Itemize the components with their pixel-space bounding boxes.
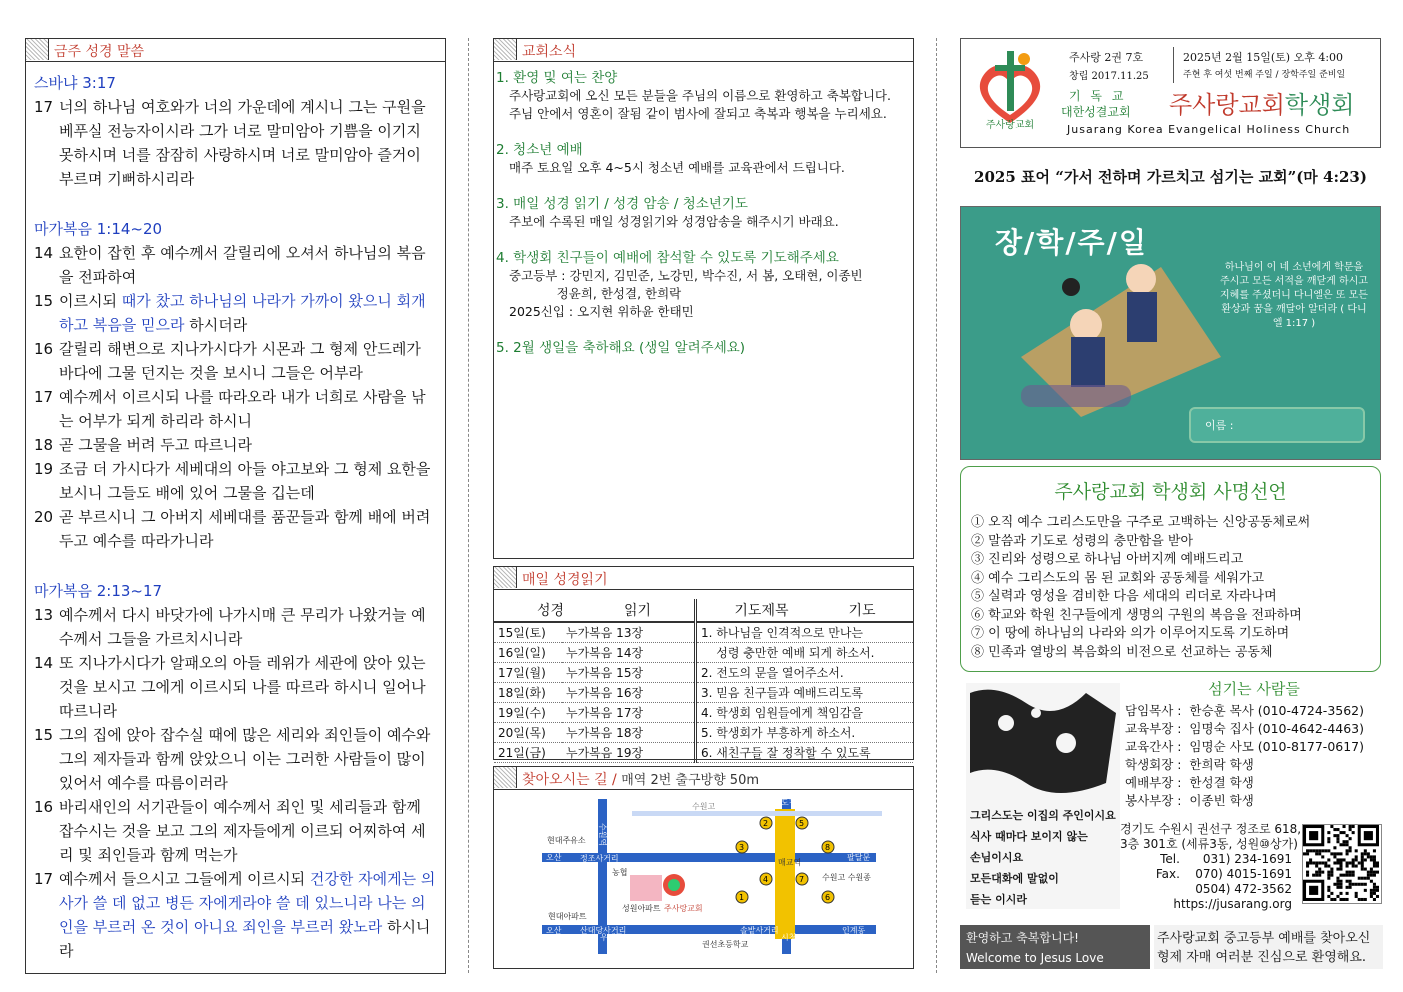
verse-part: 예수께서 다시 바닷가에 나가시매 큰 무리가 나왔거늘 예수께서 그들을 가르치시니라 <box>59 606 426 648</box>
verse-part: 요한이 잡힌 후 예수께서 갈릴리에 오셔서 하나님의 복음을 전파하여 <box>59 244 426 286</box>
verse-text <box>59 433 437 457</box>
welcome-english: Welcome to Jesus Love Church <box>966 951 1104 985</box>
map-label: 도청 <box>781 798 797 807</box>
exit-number: 4 <box>763 875 769 884</box>
map-label: 주사랑교회 <box>664 904 703 913</box>
verse-text <box>59 867 437 963</box>
verse-number: 18 <box>34 436 54 454</box>
church-logo-inner <box>668 879 680 891</box>
reading-day: 16일(일) <box>494 643 562 663</box>
prayer-topic: 5. 학생회가 부흥하게 하소서. <box>696 723 914 743</box>
section-header <box>494 767 913 790</box>
verse-number: 14 <box>34 244 54 262</box>
spacer <box>496 231 909 249</box>
verse <box>34 867 437 963</box>
header-pattern <box>494 39 517 60</box>
mission-item: ③ 진리와 성령으로 하나님 아버지께 예배드리고 <box>971 552 1244 567</box>
reading-book: 누가복음 15장 <box>562 663 696 683</box>
news-line: 2025신입 : 오지현 위하윤 한태민 <box>509 304 694 319</box>
section-title: 매일 성경읽기 <box>522 572 608 588</box>
verse-text <box>59 795 437 867</box>
scripture-reference: 스바냐 3:17 <box>34 74 116 92</box>
mission-statement <box>960 466 1381 672</box>
table-row <box>494 622 913 643</box>
exit-number: 3 <box>739 843 745 852</box>
welcome-line-2: 형제 자매 여러분 진심으로 환영해요. <box>1157 950 1367 965</box>
map-label: 매교역 <box>778 858 802 867</box>
mission-item: ⑤ 실력과 영성을 겸비한 다음 세대의 리더로 자라나며 <box>971 589 1277 604</box>
col-header-book: 성경 <box>536 603 564 619</box>
section-title: 금주 성경 말씀 <box>54 44 145 60</box>
address-line: https://jusarang.org <box>1173 897 1292 911</box>
verse-number: 17 <box>34 98 54 116</box>
calligraphy-art <box>966 683 1120 909</box>
church-logo <box>969 45 1051 133</box>
apartment-building <box>630 875 662 901</box>
map-label: 현대아파트 <box>548 912 587 921</box>
english-name: Jusarang Korea Evangelical Holiness Church <box>1067 123 1351 136</box>
logo-caption: 주사랑교회 <box>985 120 1035 131</box>
reading-day: 20일(목) <box>494 723 562 743</box>
news-line: 주님 안에서 영혼이 잘됨 같이 범사에 잘되고 축복과 행복을 누리세요. <box>509 106 887 121</box>
staff-member: 교육간사 : 임명순 사모 (010-8177-0617) <box>1125 739 1365 754</box>
section-header <box>494 567 913 590</box>
map-label: 수원역 <box>598 823 607 847</box>
verse <box>34 603 437 651</box>
verse-part: 그의 집에 앉아 잡수실 때에 많은 세리와 죄인들이 예수와 그의 제자들과 함께 앉았으니 이는 그러한 사람들이 많이 있어서 예수를 따름이러라 <box>59 726 431 792</box>
welcome-line-1: 주사랑교회 중고등부 예배를 찾아오신 <box>1157 931 1371 946</box>
mission-item: ⑧ 민족과 열방의 복음화의 비전으로 선교하는 공동체 <box>971 644 1273 660</box>
poster-verse: 하나님이 이 네 소년에게 학문을 주시고 모든 서적을 깨닫게 하시고 지혜를 주셨더니 다니엘은 또 모든 환상과 꿈을 깨달아 알더라 ( 다니엘 1:17 ) <box>1220 262 1368 329</box>
scripture-reference: 마가복음 1:14~20 <box>34 220 163 238</box>
verse <box>34 385 437 433</box>
reading-day: 17일(월) <box>494 663 562 683</box>
map-label: 성원아파트 <box>622 904 661 913</box>
founded-date: 창립 2017.11.25 <box>1069 71 1149 82</box>
news-panel <box>493 38 914 559</box>
table-row <box>494 703 913 723</box>
exit-number: 5 <box>799 819 805 828</box>
news-heading: 1. 환영 및 여는 찬양 <box>496 70 618 86</box>
verse <box>34 723 437 795</box>
reading-book: 누가복음 19장 <box>562 743 696 763</box>
verse-part: 또 지나가시다가 알패오의 아들 레위가 세관에 앉아 있는 것을 보시고 그에게 이르시되 나를 따르라 하시니 일어나 따르니라 <box>59 654 426 720</box>
prayer-topic: 1. 하나님을 인격적으로 만나는 <box>696 622 914 643</box>
spacer <box>34 191 437 215</box>
news-heading: 2. 청소년 예배 <box>496 142 583 158</box>
verse-part: 하시니라 <box>59 918 431 960</box>
church-address <box>1120 822 1302 912</box>
news-line: 정윤희, 한성결, 한희락 <box>509 286 682 301</box>
exit-number: 2 <box>763 819 769 828</box>
verse-text <box>59 337 437 385</box>
denomination-1: 기 독 교 <box>1069 89 1127 103</box>
verse-part: 때가 찼고 하나님의 나라가 가까이 왔으니 회개하고 복음을 믿으라 <box>59 292 426 334</box>
staff-member: 담임목사 : 한승훈 목사 (010-4724-3562) <box>1125 703 1365 718</box>
header-pattern <box>494 567 517 588</box>
map-label: 솔밭사거리 <box>740 926 779 935</box>
table-header-bible <box>494 599 696 622</box>
mission-list <box>961 514 1380 662</box>
exit-number: 1 <box>739 893 745 902</box>
verse-part: 하시더라 <box>184 316 248 334</box>
exit-number: 8 <box>825 843 831 852</box>
denomination-2: 대한성결교회 <box>1061 105 1131 119</box>
section-header <box>26 39 445 62</box>
header-pattern <box>494 767 517 788</box>
reading-book: 누가복음 18장 <box>562 723 696 743</box>
staff-member: 학생회장 : 한희락 학생 <box>1125 757 1254 772</box>
verse-number: 16 <box>34 798 54 816</box>
map-label: 인계동 <box>842 926 866 935</box>
map-label: 우체국 <box>600 933 624 942</box>
table-row <box>494 663 913 683</box>
news-line: 매주 토요일 오후 4~5시 청소년 예배를 교육관에서 드립니다. <box>509 160 845 175</box>
annual-motto: 2025 표어 “가서 전하며 가르치고 섬기는 교회”(마 4:23) <box>974 168 1367 186</box>
verse-part: 곧 부르시니 그 아버지 세베대를 품꾼들과 함께 배에 버려 두고 예수를 따라가니라 <box>59 508 431 550</box>
address-line: 경기도 수원시 권선구 정조로 618, <box>1120 822 1302 836</box>
scripture-reference: 마가복음 2:13~17 <box>34 582 163 600</box>
qr-code[interactable] <box>1302 824 1382 904</box>
prayer-topic: 2. 전도의 문을 열어주소서. <box>696 663 914 683</box>
verse-part: 곧 그물을 버려 두고 따르니라 <box>59 436 252 454</box>
table-header-prayer <box>696 599 914 622</box>
column-divider <box>936 38 937 973</box>
reading-book: 누가복음 14장 <box>562 643 696 663</box>
table-row <box>494 643 913 663</box>
news-line: 중고등부 : 강민지, 김민준, 노강민, 박수진, 서 봄, 오태현, 이종빈 <box>509 268 863 283</box>
column-divider <box>468 38 469 973</box>
map-label: 수원고 <box>692 802 716 811</box>
section-title: 교회소식 <box>522 44 577 60</box>
location-map <box>502 795 902 957</box>
staff-title: 섬기는 사람들 <box>1208 680 1300 698</box>
name-field[interactable] <box>1189 407 1365 443</box>
col-header-pray: 기도 <box>848 603 876 619</box>
church-name-suffix: 학생회 <box>1284 91 1355 119</box>
qr-code-icon <box>1303 825 1379 901</box>
name-label: 이름 : <box>1205 419 1234 432</box>
welcome-message <box>1154 925 1383 969</box>
directions-title: 찾아오시는 길 / <box>522 772 617 788</box>
verse-number: 16 <box>34 340 54 358</box>
verse-part: 바리새인의 서기관들이 예수께서 죄인 및 세리들과 함께 잡수시는 것을 보고 그의 제자들에게 이르되 어찌하여 세리 및 죄인들과 함께 먹는가 <box>59 798 426 864</box>
verse-number: 20 <box>34 508 54 526</box>
table-row <box>494 743 913 763</box>
welcome-banner <box>960 925 1150 985</box>
calligraphy-line: 모든대화에 말없이 <box>970 872 1059 885</box>
mission-item: ⑦ 이 땅에 하나님의 나라와 의가 이루어지도록 기도하며 <box>971 626 1290 641</box>
spacer <box>496 123 909 141</box>
prayer-topic: 4. 학생회 임원들에게 책임감을 <box>696 703 914 723</box>
verse-number: 17 <box>34 388 54 406</box>
railway <box>632 811 882 816</box>
exit-number: 7 <box>799 875 805 884</box>
issue-number: 주사랑 2권 7호 <box>1069 51 1144 64</box>
reading-book: 누가복음 17장 <box>562 703 696 723</box>
map-label: 현대주유소 <box>547 836 586 845</box>
directions-panel <box>493 766 914 969</box>
news-heading: 3. 매일 성경 읽기 / 성경 암송 / 청소년기도 <box>496 196 748 212</box>
directions-subtitle: 매역 2번 출구방향 50m <box>621 773 759 788</box>
reading-day: 18일(화) <box>494 683 562 703</box>
verse-text <box>59 241 437 289</box>
reading-day: 19일(수) <box>494 703 562 723</box>
poster-title: 장/학/주/일 <box>995 226 1148 259</box>
map-label: 팔달문 <box>847 853 871 862</box>
news-heading: 4. 학생회 친구들이 예배에 참석할 수 있도록 기도해주세요 <box>496 250 839 266</box>
verse <box>34 457 437 505</box>
map-label: 정조사거리 <box>580 854 619 863</box>
table-row <box>494 723 913 743</box>
verse <box>34 651 437 723</box>
section-title <box>522 769 759 789</box>
reading-book: 누가복음 16장 <box>562 683 696 703</box>
verse-text <box>59 457 437 505</box>
verse <box>34 795 437 867</box>
mission-item: ① 오직 예수 그리스도만을 구주로 고백하는 신앙공동체로써 <box>971 515 1311 530</box>
scripture-body <box>34 69 437 963</box>
scholarship-poster <box>960 206 1381 460</box>
verse-number: 15 <box>34 726 54 744</box>
mission-item: ④ 예수 그리스도의 몸 된 교회와 공동체를 세워가고 <box>971 570 1265 586</box>
verse-part: 예수께서 이르시되 나를 따라오라 내가 너희로 사람을 낚는 어부가 되게 하리라 하시니 <box>59 388 426 430</box>
calligraphy-line: 듣는 이시라 <box>970 893 1027 906</box>
spacer <box>496 177 909 195</box>
verse <box>34 433 437 457</box>
church-name <box>1169 85 1354 120</box>
map-label: 농협 <box>612 868 628 877</box>
news-body <box>496 69 909 357</box>
verse-part: 건강한 자에게는 의사가 쓸 데 없고 병든 자에게라야 쓸 데 있느니라 나는 의인을 부르러 온 것이 아니요 죄인을 부르러 왔노라 <box>59 870 436 936</box>
spacer <box>34 553 437 577</box>
welcome-korean: 환영하고 축복합니다! <box>966 931 1079 945</box>
col-header-read: 읽기 <box>624 603 652 619</box>
news-line: 주보에 수록된 매일 성경읽기와 성경암송을 해주시기 바래요. <box>509 214 839 229</box>
staff-member: 교육부장 : 임명숙 집사 (010-4642-4463) <box>1125 721 1365 736</box>
mission-item: ② 말씀과 기도로 성령의 충만함을 받아 <box>971 533 1194 549</box>
mission-title: 주사랑교회 학생회 사명선언 <box>1054 481 1287 503</box>
verse-text <box>59 723 437 795</box>
address-line: 0504) 472-3562 <box>1195 882 1292 896</box>
calligraphy-line: 식사 때마다 보이지 않는 <box>970 830 1088 843</box>
address-line: Fax. 070) 4015-1691 <box>1155 867 1292 881</box>
staff-list <box>1125 680 1383 810</box>
address-line: 3층 301호 (세류3동, 성원⑩상가) <box>1120 837 1298 851</box>
calligraphy-line: 그리스도는 이집의 주인이시요 <box>970 809 1116 822</box>
mission-item: ⑥ 학교와 학원 친구들에게 생명의 구원의 복음을 전파하며 <box>971 607 1302 623</box>
liturgical-week: 주현 후 여섯 번째 주일 / 장학주일 준비일 <box>1183 70 1346 80</box>
map-label: 오산 <box>546 853 562 862</box>
reading-day: 21일(금) <box>494 743 562 763</box>
verse-part: 너의 하나님 여호와가 너의 가운데에 계시니 그는 구원을 베푸실 전능자이시라 그가 너로 말미암아 기쁨을 이기지 못하시며 너를 잠잠히 사랑하시며 너로 말미암아 즐거이 부르며 기뻐하시리라 <box>59 98 426 188</box>
staff-member: 봉사부장 : 이종빈 학생 <box>1125 793 1254 808</box>
calligraphy-illustration <box>966 683 1120 803</box>
verse-number: 17 <box>34 870 54 888</box>
map-label: 수원고 수원종 <box>822 873 871 882</box>
prayer-topic: 3. 믿음 친구들과 예배드리도록 <box>696 683 914 703</box>
staff-member: 예배부장 : 한성결 학생 <box>1125 775 1254 790</box>
map-label: 권선초등학교 <box>702 940 749 949</box>
verse-number: 19 <box>34 460 54 478</box>
address-line: Tel. 031) 234-1691 <box>1160 852 1292 866</box>
church-name-main: 주사랑교회 <box>1169 91 1285 119</box>
verse-part: 조금 더 가시다가 세베대의 아들 야고보와 그 형제 요한을 보시니 그들도 배에 있어 그물을 깁는데 <box>59 460 431 502</box>
verse-text <box>59 505 437 553</box>
verse <box>34 505 437 553</box>
map-label: 산대당사거리 <box>580 926 627 935</box>
issue-divider <box>1173 47 1174 83</box>
scripture-panel <box>25 38 446 974</box>
verse-part: 갈릴리 해변으로 지나가시다가 시몬과 그 형제 안드레가 바다에 그물 던지는 것을 보시니 그들은 어부라 <box>59 340 421 382</box>
verse-part: 이르시되 <box>59 292 122 310</box>
header-pattern <box>26 39 49 60</box>
verse-text <box>59 289 437 337</box>
exit-number: 6 <box>825 893 831 902</box>
verse-text <box>59 385 437 433</box>
masthead <box>960 38 1381 148</box>
service-date: 2025년 2월 15일(토) 오후 4:00 <box>1183 51 1344 64</box>
verse-text <box>59 651 437 723</box>
news-heading: 5. 2월 생일을 축하해요 (생일 알려주세요) <box>496 340 746 356</box>
verse-part: 예수께서 들으시고 그들에게 이르시되 <box>59 870 310 888</box>
verse-text <box>59 95 437 191</box>
calligraphy-text <box>970 805 1116 910</box>
table-row <box>494 683 913 703</box>
verse <box>34 289 437 337</box>
reading-day: 15일(토) <box>494 622 562 643</box>
verse <box>34 337 437 385</box>
spacer <box>496 321 909 339</box>
reading-book: 누가복음 13장 <box>562 622 696 643</box>
calligraphy-line: 손님이시요 <box>970 851 1024 864</box>
map-label: 오산 <box>546 926 562 935</box>
verse-number: 15 <box>34 292 54 310</box>
col-header-prayer: 기도제목 <box>734 603 789 619</box>
verse <box>34 241 437 289</box>
map-label: 시청 <box>781 933 797 942</box>
verse-number: 14 <box>34 654 54 672</box>
bible-reading-panel <box>493 566 914 760</box>
prayer-topic: 성령 충만한 예배 되게 하소서. <box>696 643 914 663</box>
road-east-yellow <box>775 809 795 939</box>
bible-reading-table <box>494 599 913 763</box>
verse-number: 13 <box>34 606 54 624</box>
verse-text <box>59 603 437 651</box>
section-header <box>494 39 913 62</box>
news-line: 주사랑교회에 오신 모든 분들을 주님의 이름으로 환영하고 축복합니다. <box>509 88 891 103</box>
staff-rows <box>1125 702 1383 810</box>
verse <box>34 95 437 191</box>
prayer-topic: 6. 새친구들 잘 정착할 수 있도록 <box>696 743 914 763</box>
